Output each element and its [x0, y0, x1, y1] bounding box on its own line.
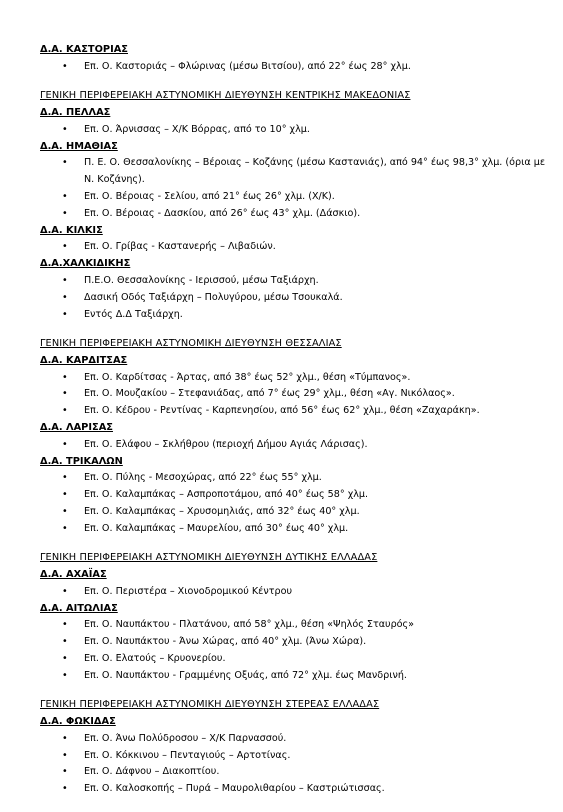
list-item: Επ. Ο. Καλοσκοπής – Πυρά – Μαυρολιθαρίου – Καστριώτισσας. [84, 783, 385, 795]
list-item: Επ. Ο. Άρνισσας – Χ/Κ Βόρρας, από το 10° χλμ. [84, 123, 310, 135]
list-item: Εντός Δ.Δ Ταξιάρχη. [84, 308, 183, 320]
bullet-icon: • [62, 308, 68, 320]
bullet-icon: • [62, 783, 68, 795]
region-heading: ΓΕΝΙΚΗ ΠΕΡΙΦΕΡΕΙΑΚΗ ΑΣΤΥΝΟΜΙΚΗ ΔΙΕΥΘΥΝΣΗ ΔΥΤΙΚΗΣ ΕΛΛΑΔΑΣ [40, 552, 378, 564]
list-item: Επ. Ο. Κόκκινου – Πενταγιούς – Αρτοτίνας. [84, 749, 291, 761]
directorate-heading: Δ.Α. ΚΙΛΚΙΣ [40, 224, 103, 236]
bullet-icon: • [62, 157, 68, 169]
list-item: Επ. Ο. Μουζακίου – Στεφανιάδας, από 7° έως 29° χλμ., θέση «Αγ. Νικόλαος». [84, 388, 455, 400]
bullet-icon: • [62, 653, 68, 664]
bullet-icon: • [62, 241, 68, 253]
list-item: Δασική Οδός Ταξιάρχη – Πολυγύρου, μέσω Τσουκαλά. [84, 291, 343, 303]
list-item: Επ. Ο. Βέροιας - Δασκίου, από 26° έως 43° χλμ. (Δάσκιο). [84, 207, 361, 219]
directorate-heading: Δ.Α. ΠΕΛΛΑΣ [40, 107, 111, 118]
directorate-heading: Δ.Α. ΤΡΙΚΑΛΩΝ [40, 455, 123, 467]
list-item: Π. Ε. Ο. Θεσσαλονίκης – Βέροιας – Κοζάνης (μέσω Καστανιάς), από 94° έως 98,3° χλμ. (όρια με [84, 157, 546, 169]
list-item: Επ. Ο. Καλαμπάκας – Ασπροποτάμου, από 40° έως 58° χλμ. [84, 489, 369, 501]
bullet-icon: • [62, 669, 68, 681]
region-heading: ΓΕΝΙΚΗ ΠΕΡΙΦΕΡΕΙΑΚΗ ΑΣΤΥΝΟΜΙΚΗ ΔΙΕΥΘΥΝΣΗ ΘΕΣΣΑΛΙΑΣ [40, 338, 342, 349]
directorate-heading: Δ.Α. ΑΙΤΩΛΙΑΣ [40, 602, 118, 614]
directorate-heading: Δ.Α. ΚΑΡΔΙΤΣΑΣ [40, 354, 128, 366]
list-item: Επ. Ο. Ναυπάκτου - Γραμμένης Οξυάς, από 72° χλμ. έως Μανδρινή. [84, 669, 407, 681]
bullet-icon: • [62, 207, 68, 219]
bullet-icon: • [62, 506, 68, 517]
bullet-icon: • [62, 371, 68, 383]
list-item: Επ. Ο. Δάφνου – Διακοπτίου. [84, 766, 220, 778]
bullet-icon: • [62, 585, 68, 597]
directorate-heading: Δ.Α. ΦΩΚΙΔΑΣ [40, 716, 116, 727]
bullet-icon: • [62, 522, 68, 534]
region-heading: ΓΕΝΙΚΗ ΠΕΡΙΦΕΡΕΙΑΚΗ ΑΣΤΥΝΟΜΙΚΗ ΔΙΕΥΘΥΝΣΗ ΣΤΕΡΕΑΣ ΕΛΛΑΔΑΣ [40, 699, 380, 711]
list-item: Επ. Ο. Καλαμπάκας – Χρυσομηλιάς, από 32° έως 40° χλμ. [84, 506, 360, 517]
list-item: Π.Ε.Ο. Θεσσαλονίκης - Ιερισσού, μέσω Ταξιάρχη. [84, 275, 319, 286]
bullet-icon: • [62, 619, 68, 631]
bullet-icon: • [62, 191, 68, 202]
list-item: Επ. Ο. Ναυπάκτου - Άνω Χώρας, από 40° χλμ. (Άνω Χώρα). [84, 636, 367, 648]
bullet-icon: • [62, 60, 68, 72]
bullet-icon: • [62, 405, 68, 417]
list-item: Επ. Ο. Βέροιας - Σελίου, από 21° έως 26° χλμ. (Χ/Κ). [84, 191, 335, 202]
bullet-icon: • [62, 636, 68, 648]
list-item: Επ. Ο. Ναυπάκτου - Πλατάνου, από 58° χλμ., θέση «Ψηλός Σταυρός» [84, 619, 415, 631]
list-item: Επ. Ο. Πύλης - Μεσοχώρας, από 22° έως 55° χλμ. [84, 472, 322, 484]
bullet-icon: • [62, 123, 68, 135]
directorate-heading: Δ.Α.ΧΑΛΚΙΔΙΚΗΣ [40, 258, 131, 270]
bullet-icon: • [62, 489, 68, 501]
directorate-heading: Δ.Α. ΚΑΣΤΟΡΙΑΣ [40, 44, 128, 55]
list-item: Επ. Ο. Καστοριάς – Φλώρινας (μέσω Βιτσίου), από 22° έως 28° χλμ. [84, 60, 411, 72]
bullet-icon: • [62, 275, 68, 286]
list-item: Επ. Ο. Άνω Πολύδροσου – Χ/Κ Παρνασσού. [84, 732, 287, 744]
bullet-icon: • [62, 472, 68, 484]
bullet-icon: • [62, 438, 68, 450]
list-item: Επ. Ο. Γρίβας - Καστανερής – Λιβαδιών. [84, 241, 276, 253]
list-item: Επ. Ο. Ελάφου – Σκλήθρου (περιοχή Δήμου Αγιάς Λάρισας). [84, 438, 368, 450]
directorate-heading: Δ.Α. ΗΜΑΘΙΑΣ [40, 140, 118, 152]
directorate-heading: Δ.Α. ΛΑΡΙΣΑΣ [40, 422, 113, 433]
bullet-icon: • [62, 749, 68, 761]
list-item: Επ. Ο. Καρδίτσας - Άρτας, από 38° έως 52° χλμ., θέση «Τύμπανος». [84, 371, 411, 383]
region-heading: ΓΕΝΙΚΗ ΠΕΡΙΦΕΡΕΙΑΚΗ ΑΣΤΥΝΟΜΙΚΗ ΔΙΕΥΘΥΝΣΗ ΚΕΝΤΡΙΚΗΣ ΜΑΚΕΔΟΝΙΑΣ [40, 90, 411, 102]
list-item: Επ. Ο. Καλαμπάκας – Μαυρελίου, από 30° έως 40° χλμ. [84, 522, 349, 534]
list-item-continuation: Ν. Κοζάνης). [84, 174, 145, 186]
bullet-icon: • [62, 388, 68, 400]
directorate-heading: Δ.Α. ΑΧΑΪΑΣ [40, 569, 107, 580]
bullet-icon: • [62, 291, 68, 303]
list-item: Επ. Ο. Κέδρου - Ρεντίνας - Καρπενησίου, από 56° έως 62° χλμ., θέση «Ζαχαράκη». [84, 405, 480, 417]
list-item: Επ. Ο. Ελατούς – Κρυονερίου. [84, 653, 226, 664]
list-item: Επ. Ο. Περιστέρα – Χιονοδρομικού Κέντρου [84, 585, 293, 597]
bullet-icon: • [62, 732, 68, 744]
bullet-icon: • [62, 766, 68, 778]
